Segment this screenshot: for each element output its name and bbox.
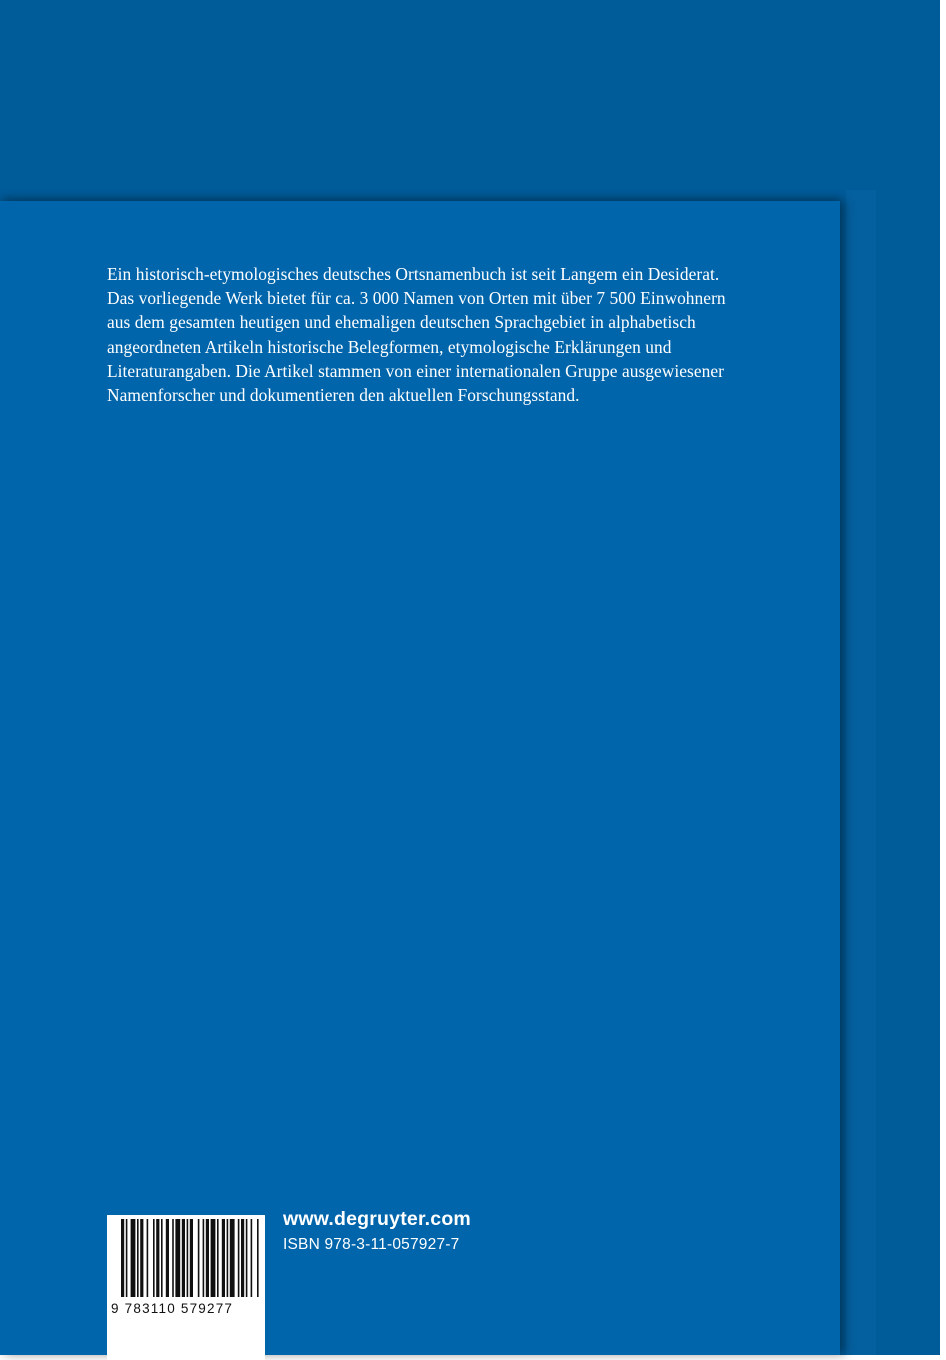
barcode-bar	[137, 1219, 139, 1297]
barcode-bar	[161, 1219, 163, 1297]
barcode-bar	[211, 1219, 216, 1297]
barcode-bar	[198, 1219, 200, 1297]
blurb-line: aus dem gesamten heutigen und ehemaligen deutschen Sprachgebiet in alphabetisch	[107, 312, 696, 333]
cover-edge-strip	[846, 190, 876, 1355]
barcode-bar	[131, 1219, 136, 1297]
blurb-line: Literaturangaben. Die Artikel stammen von einer internationalen Gruppe ausgewiesener	[107, 360, 724, 381]
barcode-bar	[227, 1219, 229, 1297]
barcode-bar	[140, 1219, 143, 1297]
barcode-bar	[126, 1219, 128, 1297]
barcode-bar	[166, 1219, 169, 1297]
barcode-bar	[147, 1219, 149, 1297]
blurb-line: Ein historisch-etymologisches deutsches Ortsnamenbuch ist seit Langem ein Desiderat.	[107, 264, 720, 284]
barcode-bar	[251, 1219, 253, 1297]
barcode-bar	[153, 1219, 155, 1297]
publisher-website: www.degruyter.com	[283, 1208, 471, 1230]
isbn-number: ISBN 978-3-11-057927-7	[283, 1236, 460, 1253]
barcode	[107, 1215, 265, 1360]
barcode-bar	[206, 1219, 209, 1297]
barcode-bars	[107, 1215, 265, 1360]
blurb-line: Das vorliegende Werk bietet für ca. 3 000 Namen von Orten mit über 7 500 Einwohnern	[107, 288, 726, 309]
barcode-bar	[203, 1219, 205, 1297]
barcode-bar	[182, 1219, 185, 1297]
barcode-bar	[222, 1219, 225, 1297]
barcode-bar	[121, 1219, 124, 1297]
blurb-line: Namenforscher und dokumentieren den aktuellen Forschungsstand.	[107, 385, 580, 406]
barcode-bar	[190, 1219, 193, 1297]
barcode-bar	[230, 1219, 235, 1297]
blurb-text	[107, 262, 807, 407]
barcode-bar	[238, 1219, 240, 1297]
barcode-bar	[175, 1219, 180, 1297]
blurb-line: angeordneten Artikeln historische Belegformen, etymologische Erklärungen und	[107, 336, 672, 357]
barcode-bar	[172, 1219, 174, 1297]
barcode-bar	[217, 1219, 219, 1297]
barcode-bar	[241, 1219, 244, 1297]
barcode-bar	[257, 1219, 259, 1297]
barcode-bar	[246, 1219, 248, 1297]
barcode-bar	[156, 1219, 159, 1297]
barcode-digits: 9 783110 579277	[111, 1301, 234, 1316]
barcode-bar	[187, 1219, 189, 1297]
